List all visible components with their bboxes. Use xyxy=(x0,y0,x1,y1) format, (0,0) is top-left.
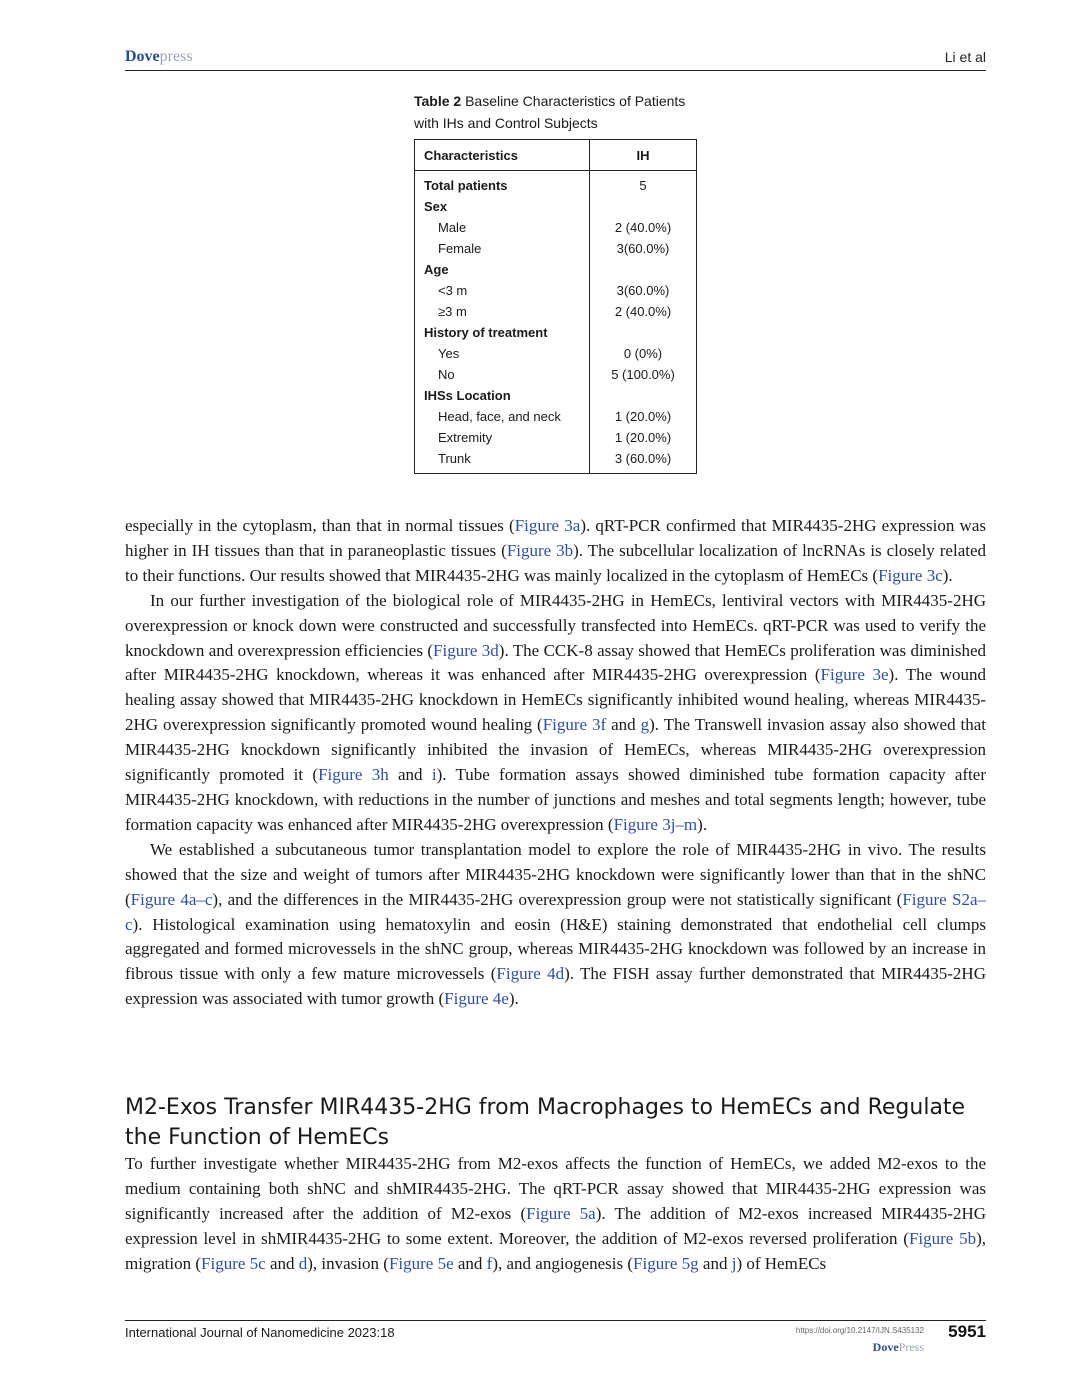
row-label: Sex xyxy=(424,199,448,214)
row-label: Male xyxy=(438,220,467,235)
row-label: History of treatment xyxy=(424,325,548,340)
text-run: ), and angiogenesis ( xyxy=(492,1253,634,1273)
figure-link[interactable]: j xyxy=(731,1253,737,1273)
figure-link[interactable]: Figure 5c xyxy=(201,1253,266,1273)
text-run: ). xyxy=(508,989,519,1009)
figure-link[interactable]: Figure 3b xyxy=(506,540,574,560)
baseline-characteristics-table xyxy=(414,139,697,474)
table-row xyxy=(415,406,697,427)
section-heading: M2-Exos Transfer MIR4435-2HG from Macrophages to HemECs and Regulate the Function of HemECs xyxy=(125,1095,966,1150)
text-run: ). xyxy=(697,814,708,834)
text-run: ). Tube formation assays showed diminished tube formation capacity after MIR4435-2HG knockdown, with reductions in the number of junctions and meshes and total segments length; however, tube formation capacity was enhanced after MIR4435-2HG overexpression ( xyxy=(125,765,986,834)
table-row xyxy=(415,259,697,280)
text-run: In our further investigation of the biological role of MIR4435-2HG in HemECs, lentiviral vectors with MIR4435-2HG overexpression or knock down were constructed and successfully transfected into HemECs. qRT-PCR was used to verify the knockdown and overexpression efficiencies ( xyxy=(125,590,986,660)
row-label: Age xyxy=(424,262,449,277)
table-row xyxy=(415,238,697,259)
table-caption-text: Baseline Characteristics of Patients with IHs and Control Subjects xyxy=(414,93,686,131)
col-header-characteristics: Characteristics xyxy=(415,140,590,171)
row-label: Total patients xyxy=(424,178,508,193)
row-value: 3 (60.0%) xyxy=(590,448,697,474)
row-value xyxy=(590,196,697,217)
figure-link[interactable]: Figure 5g xyxy=(633,1253,699,1273)
text-run: ). The addition of M2-exos increased MIR4435-2HG expression level in shMIR4435-2HG to some extent. Moreover, the addition of M2-exos reversed proliferation ( xyxy=(125,1203,986,1248)
row-value: 5 xyxy=(590,171,697,197)
row-value xyxy=(590,259,697,280)
figure-link[interactable]: Figure 3a xyxy=(514,516,581,535)
paragraph-1 xyxy=(125,514,986,589)
logo-main: Dove xyxy=(125,48,160,65)
table-row xyxy=(415,217,697,238)
row-value: 2 (40.0%) xyxy=(590,217,697,238)
table-row xyxy=(415,301,697,322)
row-value: 5 (100.0%) xyxy=(590,364,697,385)
text-run: and xyxy=(265,1253,299,1273)
table-row xyxy=(415,171,697,197)
footer-dovepress-logo[interactable] xyxy=(873,1340,924,1355)
text-run: and xyxy=(453,1253,487,1273)
paragraph-4 xyxy=(125,1152,986,1277)
text-run: ). The CCK-8 assay showed that HemECs proliferation was diminished after MIR4435-2HG knockdown, whereas it was enhanced after MIR4435-2HG overexpression ( xyxy=(125,640,986,685)
page-number: 5951 xyxy=(948,1322,986,1341)
table-row xyxy=(415,322,697,343)
text-run: and xyxy=(698,1253,732,1273)
row-label: ≥3 m xyxy=(438,304,467,319)
text-run: ). The subcellular localization of lncRNAs is closely related to their functions. Our results showed that MIR4435-2HG was mainly localized in the cytoplasm of HemECs ( xyxy=(125,540,987,585)
figure-link[interactable]: i xyxy=(431,765,437,785)
row-value: 0 (0%) xyxy=(590,343,697,364)
figure-link[interactable]: Figure 4d xyxy=(496,964,565,984)
row-label: Yes xyxy=(438,346,460,361)
row-value: 1 (20.0%) xyxy=(590,427,697,448)
page-header xyxy=(125,48,986,71)
text-run: ). The Transwell invasion assay also showed that MIR4435-2HG knockdown significantly inhibited the invasion of HemECs, whereas MIR4435-2HG overexpression significantly promoted it ( xyxy=(125,715,987,785)
row-value: 1 (20.0%) xyxy=(590,406,697,427)
row-label: Head, face, and neck xyxy=(438,409,561,424)
page-footer xyxy=(125,1320,986,1361)
section-text xyxy=(125,1152,986,1277)
paragraph-3 xyxy=(125,838,986,1012)
text-run: especially in the cytoplasm, than that in normal tissues ( xyxy=(125,516,515,535)
footer-logo-press: Press xyxy=(898,1340,924,1354)
row-label: Female xyxy=(438,241,482,256)
figure-link[interactable]: Figure 5a xyxy=(526,1203,596,1223)
figure-link[interactable]: Figure 3c xyxy=(878,565,943,585)
results-text xyxy=(125,514,986,1012)
text-run: ). The wound healing assay showed that MIR4435-2HG knockdown in HemECs significantly inhibited wound healing, whereas MIR4435-2HG overexpression significantly promoted wound healing ( xyxy=(125,665,986,735)
text-run: ). qRT-PCR confirmed that MIR4435-2HG expression was higher in IH tissues than that in paraneoplastic tissues ( xyxy=(125,516,986,560)
figure-link[interactable]: Figure 5e xyxy=(388,1253,454,1273)
row-value xyxy=(590,385,697,406)
row-label: No xyxy=(438,367,455,382)
figure-link[interactable]: Figure 3d xyxy=(433,640,499,660)
text-run: ), migration ( xyxy=(125,1228,986,1273)
table-row xyxy=(415,280,697,301)
row-label: IHSs Location xyxy=(424,388,511,403)
table-row xyxy=(415,196,697,217)
row-label: Trunk xyxy=(438,451,471,466)
figure-link[interactable]: Figure 3f xyxy=(542,715,607,735)
table-caption-label: Table 2 xyxy=(414,93,462,109)
running-head-authors: Li et al xyxy=(944,49,986,65)
journal-citation: International Journal of Nanomedicine 2023:18 xyxy=(125,1325,395,1340)
row-value xyxy=(590,322,697,343)
figure-link[interactable]: Figure 3j–m xyxy=(613,814,698,834)
footer-logo-main: Dove xyxy=(872,1340,899,1354)
figure-link[interactable]: d xyxy=(298,1253,308,1273)
text-run: ), invasion ( xyxy=(307,1253,389,1273)
table-row xyxy=(415,364,697,385)
text-run: ). xyxy=(942,565,953,585)
table-caption xyxy=(414,90,714,134)
figure-link[interactable]: Figure 5b xyxy=(908,1228,977,1248)
figure-link[interactable]: Figure 3h xyxy=(318,765,389,785)
text-run: To further investigate whether MIR4435-2HG from M2-exos affects the function of HemECs, we added M2-exos to the medium containing both shNC and shMIR4435-2HG. The qRT-PCR assay showed that MIR4435-2HG expression was significantly increased after the addition of M2-exos ( xyxy=(125,1154,986,1223)
text-run: ). Histological examination using hematoxylin and eosin (H&E) staining demonstrated that endothelial cell clumps aggregated and formed microvessels in the shNC group, whereas MIR4435-2HG knockdown was followed by an increase in fibrous tissue with only a few mature microvessels ( xyxy=(125,914,986,984)
text-run: ). The FISH assay further demonstrated that MIR4435-2HG expression was associated with tumor growth ( xyxy=(125,964,986,1009)
table-row xyxy=(415,448,697,474)
paragraph-2 xyxy=(125,589,986,838)
figure-link[interactable]: Figure S2a–c xyxy=(125,889,986,934)
text-run: and xyxy=(606,715,641,735)
table-row xyxy=(415,385,697,406)
doi-link[interactable]: https://doi.org/10.2147/IJN.S435132 xyxy=(795,1326,924,1335)
col-header-ih: IH xyxy=(590,140,697,171)
text-run: We established a subcutaneous tumor transplantation model to explore the role of MIR4435-2HG in vivo. The results showed that the size and weight of tumors after MIR4435-2HG knockdown were significantly lower than that in the shNC ( xyxy=(125,839,986,909)
figure-link[interactable]: Figure 3e xyxy=(820,665,889,685)
text-run: ), and the differences in the MIR4435-2HG overexpression group were not statistically significant ( xyxy=(212,889,903,909)
text-run: and xyxy=(388,765,432,785)
row-value: 2 (40.0%) xyxy=(590,301,697,322)
figure-link[interactable]: Figure 4e xyxy=(444,989,509,1009)
dovepress-logo[interactable] xyxy=(125,48,193,66)
figure-link[interactable]: Figure 4a–c xyxy=(130,889,213,909)
table-header-row xyxy=(415,140,697,171)
row-label: Extremity xyxy=(438,430,493,445)
figure-link[interactable]: g xyxy=(640,715,650,735)
text-run: ) of HemECs xyxy=(736,1253,827,1273)
row-value: 3(60.0%) xyxy=(590,238,697,259)
table-row xyxy=(415,427,697,448)
logo-press: press xyxy=(159,48,193,65)
table-row xyxy=(415,343,697,364)
row-value: 3(60.0%) xyxy=(590,280,697,301)
row-label: <3 m xyxy=(438,283,468,298)
figure-link[interactable]: f xyxy=(486,1253,493,1273)
